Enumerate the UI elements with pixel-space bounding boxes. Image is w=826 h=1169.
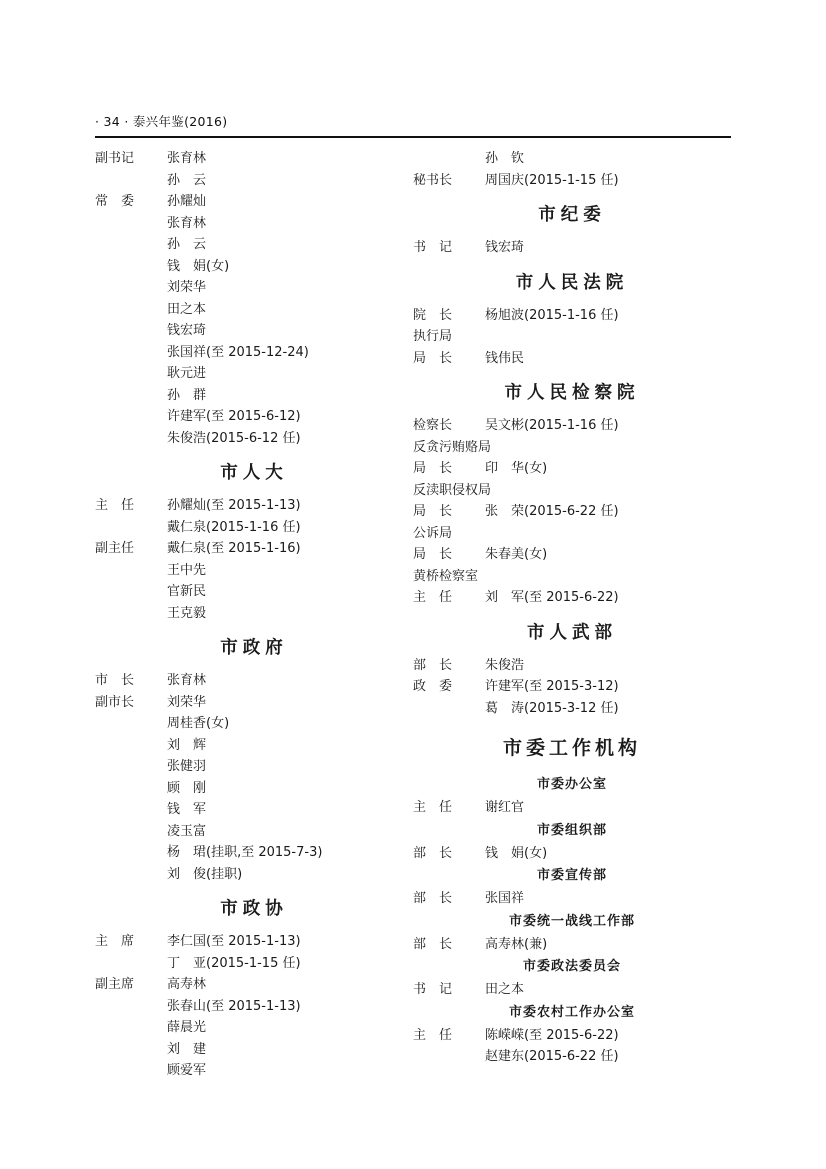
entry-value: 钱宏琦 bbox=[485, 240, 525, 255]
entry-label: 市 长 bbox=[95, 673, 135, 688]
section-title: 市委工作机构 bbox=[502, 737, 641, 759]
sub-section-title: 市委农村工作办公室 bbox=[508, 1004, 635, 1020]
entry-value: 钱 娟(女) bbox=[485, 845, 548, 861]
entry-value: 孙 云 bbox=[167, 237, 207, 252]
entry-value: 孙耀灿 bbox=[167, 194, 207, 209]
entry-value: 陈嵘嵘(至 2015-6-22) bbox=[485, 1027, 619, 1043]
entry-row bbox=[413, 326, 731, 348]
entry-value: 许建军(至 2015-6-12) bbox=[167, 409, 301, 424]
entry-row bbox=[95, 670, 413, 692]
sub-section-title: 市委统一战线工作部 bbox=[508, 913, 635, 929]
entry-label: 执行局 bbox=[413, 329, 453, 344]
entry-label: 主 任 bbox=[413, 590, 453, 605]
entry-row bbox=[413, 1025, 731, 1047]
entry-row bbox=[95, 931, 413, 953]
entry-row bbox=[95, 406, 413, 428]
sub-section-title: 市委办公室 bbox=[536, 777, 607, 792]
entry-row bbox=[95, 234, 413, 256]
entry-value: 孙 群 bbox=[167, 387, 207, 403]
entry-row bbox=[95, 799, 413, 821]
entry-value: 钱 军 bbox=[167, 802, 207, 817]
entry-label: 秘书长 bbox=[413, 172, 453, 188]
entry-row bbox=[95, 320, 413, 342]
entry-value: 刘荣华 bbox=[167, 694, 207, 710]
entry-value: 王克毅 bbox=[167, 605, 207, 621]
entry-row bbox=[413, 544, 731, 566]
entry-value: 杨 珺(挂职,至 2015-7-3) bbox=[167, 845, 323, 860]
entry-value: 丁 亚(2015-1-15 任) bbox=[167, 955, 301, 971]
entry-label: 局 长 bbox=[413, 504, 453, 519]
sub-section-title: 市委政法委员会 bbox=[522, 959, 621, 974]
entry-label: 局 长 bbox=[413, 461, 453, 476]
entry-value: 钱伟民 bbox=[485, 350, 525, 366]
left-column bbox=[95, 148, 413, 1082]
header-divider bbox=[95, 136, 731, 138]
entry-label: 部 长 bbox=[413, 845, 453, 861]
entry-row bbox=[95, 385, 413, 407]
entry-value: 钱 娟(女) bbox=[167, 258, 230, 274]
entry-value: 刘 军(至 2015-6-22) bbox=[485, 590, 619, 605]
entry-row bbox=[413, 501, 731, 523]
entry-row bbox=[95, 1017, 413, 1039]
entry-value: 孙 钦 bbox=[485, 151, 525, 166]
entry-row bbox=[95, 603, 413, 625]
entry-row bbox=[413, 458, 731, 480]
entry-value: 刘荣华 bbox=[167, 280, 207, 295]
entry-value: 顾爱军 bbox=[167, 1063, 207, 1078]
entry-row bbox=[413, 437, 731, 459]
entry-row bbox=[95, 1039, 413, 1061]
entry-value: 孙 云 bbox=[167, 172, 207, 188]
entry-row bbox=[413, 979, 731, 1001]
entry-label: 政 委 bbox=[413, 679, 453, 694]
entry-row bbox=[95, 864, 413, 886]
entry-value: 张春山(至 2015-1-13) bbox=[167, 998, 301, 1014]
entry-label: 主 任 bbox=[95, 498, 135, 513]
entry-row bbox=[413, 676, 731, 698]
entry-label: 副市长 bbox=[95, 694, 135, 710]
entry-row bbox=[413, 480, 731, 502]
entry-value: 朱俊浩 bbox=[485, 657, 525, 673]
entry-value: 谢红官 bbox=[485, 800, 525, 815]
entry-value: 顾 刚 bbox=[167, 780, 207, 796]
entry-value: 刘 建 bbox=[167, 1041, 207, 1057]
entry-value: 张育林 bbox=[167, 673, 207, 688]
entry-label: 检察长 bbox=[413, 418, 453, 433]
entry-value: 张健羽 bbox=[167, 759, 207, 774]
entry-row bbox=[95, 778, 413, 800]
entry-row bbox=[95, 191, 413, 213]
section-title: 市纪委 bbox=[538, 205, 606, 225]
entry-value: 官新民 bbox=[167, 584, 207, 599]
section-title: 市政府 bbox=[220, 638, 288, 658]
entry-row bbox=[95, 581, 413, 603]
entry-row bbox=[413, 888, 731, 910]
entry-row bbox=[413, 170, 731, 192]
entry-row bbox=[95, 821, 413, 843]
entry-value: 薛晨光 bbox=[167, 1020, 207, 1035]
entry-value: 凌玉富 bbox=[167, 823, 207, 839]
entry-value: 钱宏琦 bbox=[167, 323, 207, 338]
entry-value: 王中先 bbox=[167, 562, 207, 578]
entry-label: 院 长 bbox=[413, 307, 453, 323]
entry-row bbox=[413, 523, 731, 545]
entry-row bbox=[95, 996, 413, 1018]
entry-row bbox=[95, 428, 413, 450]
entry-row bbox=[95, 692, 413, 714]
entry-value: 印 华(女) bbox=[485, 461, 548, 476]
entry-value: 田之本 bbox=[485, 982, 525, 997]
entry-row bbox=[413, 843, 731, 865]
entry-value: 周桂香(女) bbox=[167, 716, 230, 731]
entry-row bbox=[413, 415, 731, 437]
entry-row bbox=[95, 213, 413, 235]
entry-row bbox=[95, 560, 413, 582]
entry-row bbox=[95, 735, 413, 757]
entry-row bbox=[95, 256, 413, 278]
entry-label: 部 长 bbox=[413, 891, 453, 906]
entry-row bbox=[95, 538, 413, 560]
entry-row bbox=[413, 566, 731, 588]
entry-label: 主 任 bbox=[413, 800, 453, 815]
section-title: 市人民法院 bbox=[515, 272, 629, 293]
entry-label: 局 长 bbox=[413, 547, 453, 562]
entry-value: 戴仁泉(2015-1-16 任) bbox=[167, 519, 301, 535]
entry-value: 戴仁泉(至 2015-1-16) bbox=[167, 541, 301, 556]
entry-value: 田之本 bbox=[167, 301, 207, 317]
entry-row bbox=[95, 842, 413, 864]
entry-row bbox=[95, 756, 413, 778]
entry-row bbox=[413, 655, 731, 677]
entry-row bbox=[95, 1060, 413, 1082]
sub-section-title: 市委宣传部 bbox=[536, 868, 607, 883]
section-title: 市人大 bbox=[220, 463, 288, 483]
entry-value: 许建军(至 2015-3-12) bbox=[485, 679, 619, 694]
entry-value: 刘 俊(挂职) bbox=[167, 866, 243, 882]
entry-value: 刘 辉 bbox=[167, 737, 207, 753]
entry-label: 书 记 bbox=[413, 982, 453, 997]
entry-value: 张育林 bbox=[167, 151, 207, 166]
entry-row bbox=[413, 148, 731, 170]
entry-value: 周国庆(2015-1-15 任) bbox=[485, 172, 619, 188]
entry-value: 朱俊浩(2015-6-12 任) bbox=[167, 430, 301, 446]
entry-label: 副主席 bbox=[95, 977, 135, 992]
entry-row bbox=[95, 299, 413, 321]
section-title: 市政协 bbox=[220, 899, 288, 919]
entry-value: 耿元进 bbox=[167, 366, 207, 381]
entry-label: 局 长 bbox=[413, 350, 453, 366]
entry-label: 副书记 bbox=[95, 151, 135, 166]
section-title: 市人武部 bbox=[527, 622, 617, 643]
entry-row bbox=[95, 517, 413, 539]
entry-row bbox=[95, 974, 413, 996]
entry-row bbox=[413, 587, 731, 609]
entry-value: 高寿林(兼) bbox=[485, 936, 548, 952]
entry-value: 吴文彬(2015-1-16 任) bbox=[485, 418, 619, 433]
entry-row bbox=[95, 148, 413, 170]
entry-row bbox=[95, 495, 413, 517]
right-column bbox=[413, 148, 731, 1068]
entry-label: 反贪污贿赂局 bbox=[413, 439, 492, 455]
entry-value: 李仁国(至 2015-1-13) bbox=[167, 934, 301, 949]
entry-value: 赵建东(2015-6-22 任) bbox=[485, 1049, 619, 1064]
entry-value: 葛 涛(2015-3-12 任) bbox=[485, 700, 619, 716]
sub-section-title: 市委组织部 bbox=[536, 822, 607, 838]
entry-value: 张国祥(至 2015-12-24) bbox=[167, 344, 309, 360]
section-title: 市人民检察院 bbox=[504, 383, 640, 403]
entry-row bbox=[95, 342, 413, 364]
entry-row bbox=[95, 363, 413, 385]
entry-row bbox=[413, 797, 731, 819]
entry-row bbox=[413, 698, 731, 720]
entry-label: 部 长 bbox=[413, 936, 453, 952]
entry-row bbox=[95, 713, 413, 735]
entry-label: 公诉局 bbox=[413, 525, 453, 541]
entry-label: 主 席 bbox=[95, 934, 135, 949]
entry-row bbox=[95, 953, 413, 975]
entry-row bbox=[95, 170, 413, 192]
entry-label: 部 长 bbox=[413, 657, 453, 673]
entry-row bbox=[413, 348, 731, 370]
entry-value: 张 荣(2015-6-22 任) bbox=[485, 504, 619, 519]
entry-label: 黄桥检察室 bbox=[413, 568, 479, 584]
entry-value: 朱春美(女) bbox=[485, 547, 548, 562]
entry-value: 高寿林 bbox=[167, 977, 207, 992]
entry-row bbox=[413, 1046, 731, 1068]
entry-label: 书 记 bbox=[413, 240, 453, 255]
entry-label: 主 任 bbox=[413, 1027, 453, 1043]
entry-row bbox=[95, 277, 413, 299]
entry-label: 反渎职侵权局 bbox=[413, 482, 492, 498]
entry-row bbox=[413, 237, 731, 259]
page-header: · 34 · 泰兴年鉴(2016) bbox=[95, 114, 228, 129]
entry-value: 孙耀灿(至 2015-1-13) bbox=[167, 498, 301, 513]
entry-row bbox=[413, 934, 731, 956]
entry-value: 杨旭波(2015-1-16 任) bbox=[485, 307, 619, 323]
entry-label: 常 委 bbox=[95, 194, 135, 209]
entry-value: 张育林 bbox=[167, 215, 207, 231]
entry-row bbox=[413, 305, 731, 327]
entry-label: 副主任 bbox=[95, 541, 135, 556]
entry-value: 张国祥 bbox=[485, 891, 525, 906]
